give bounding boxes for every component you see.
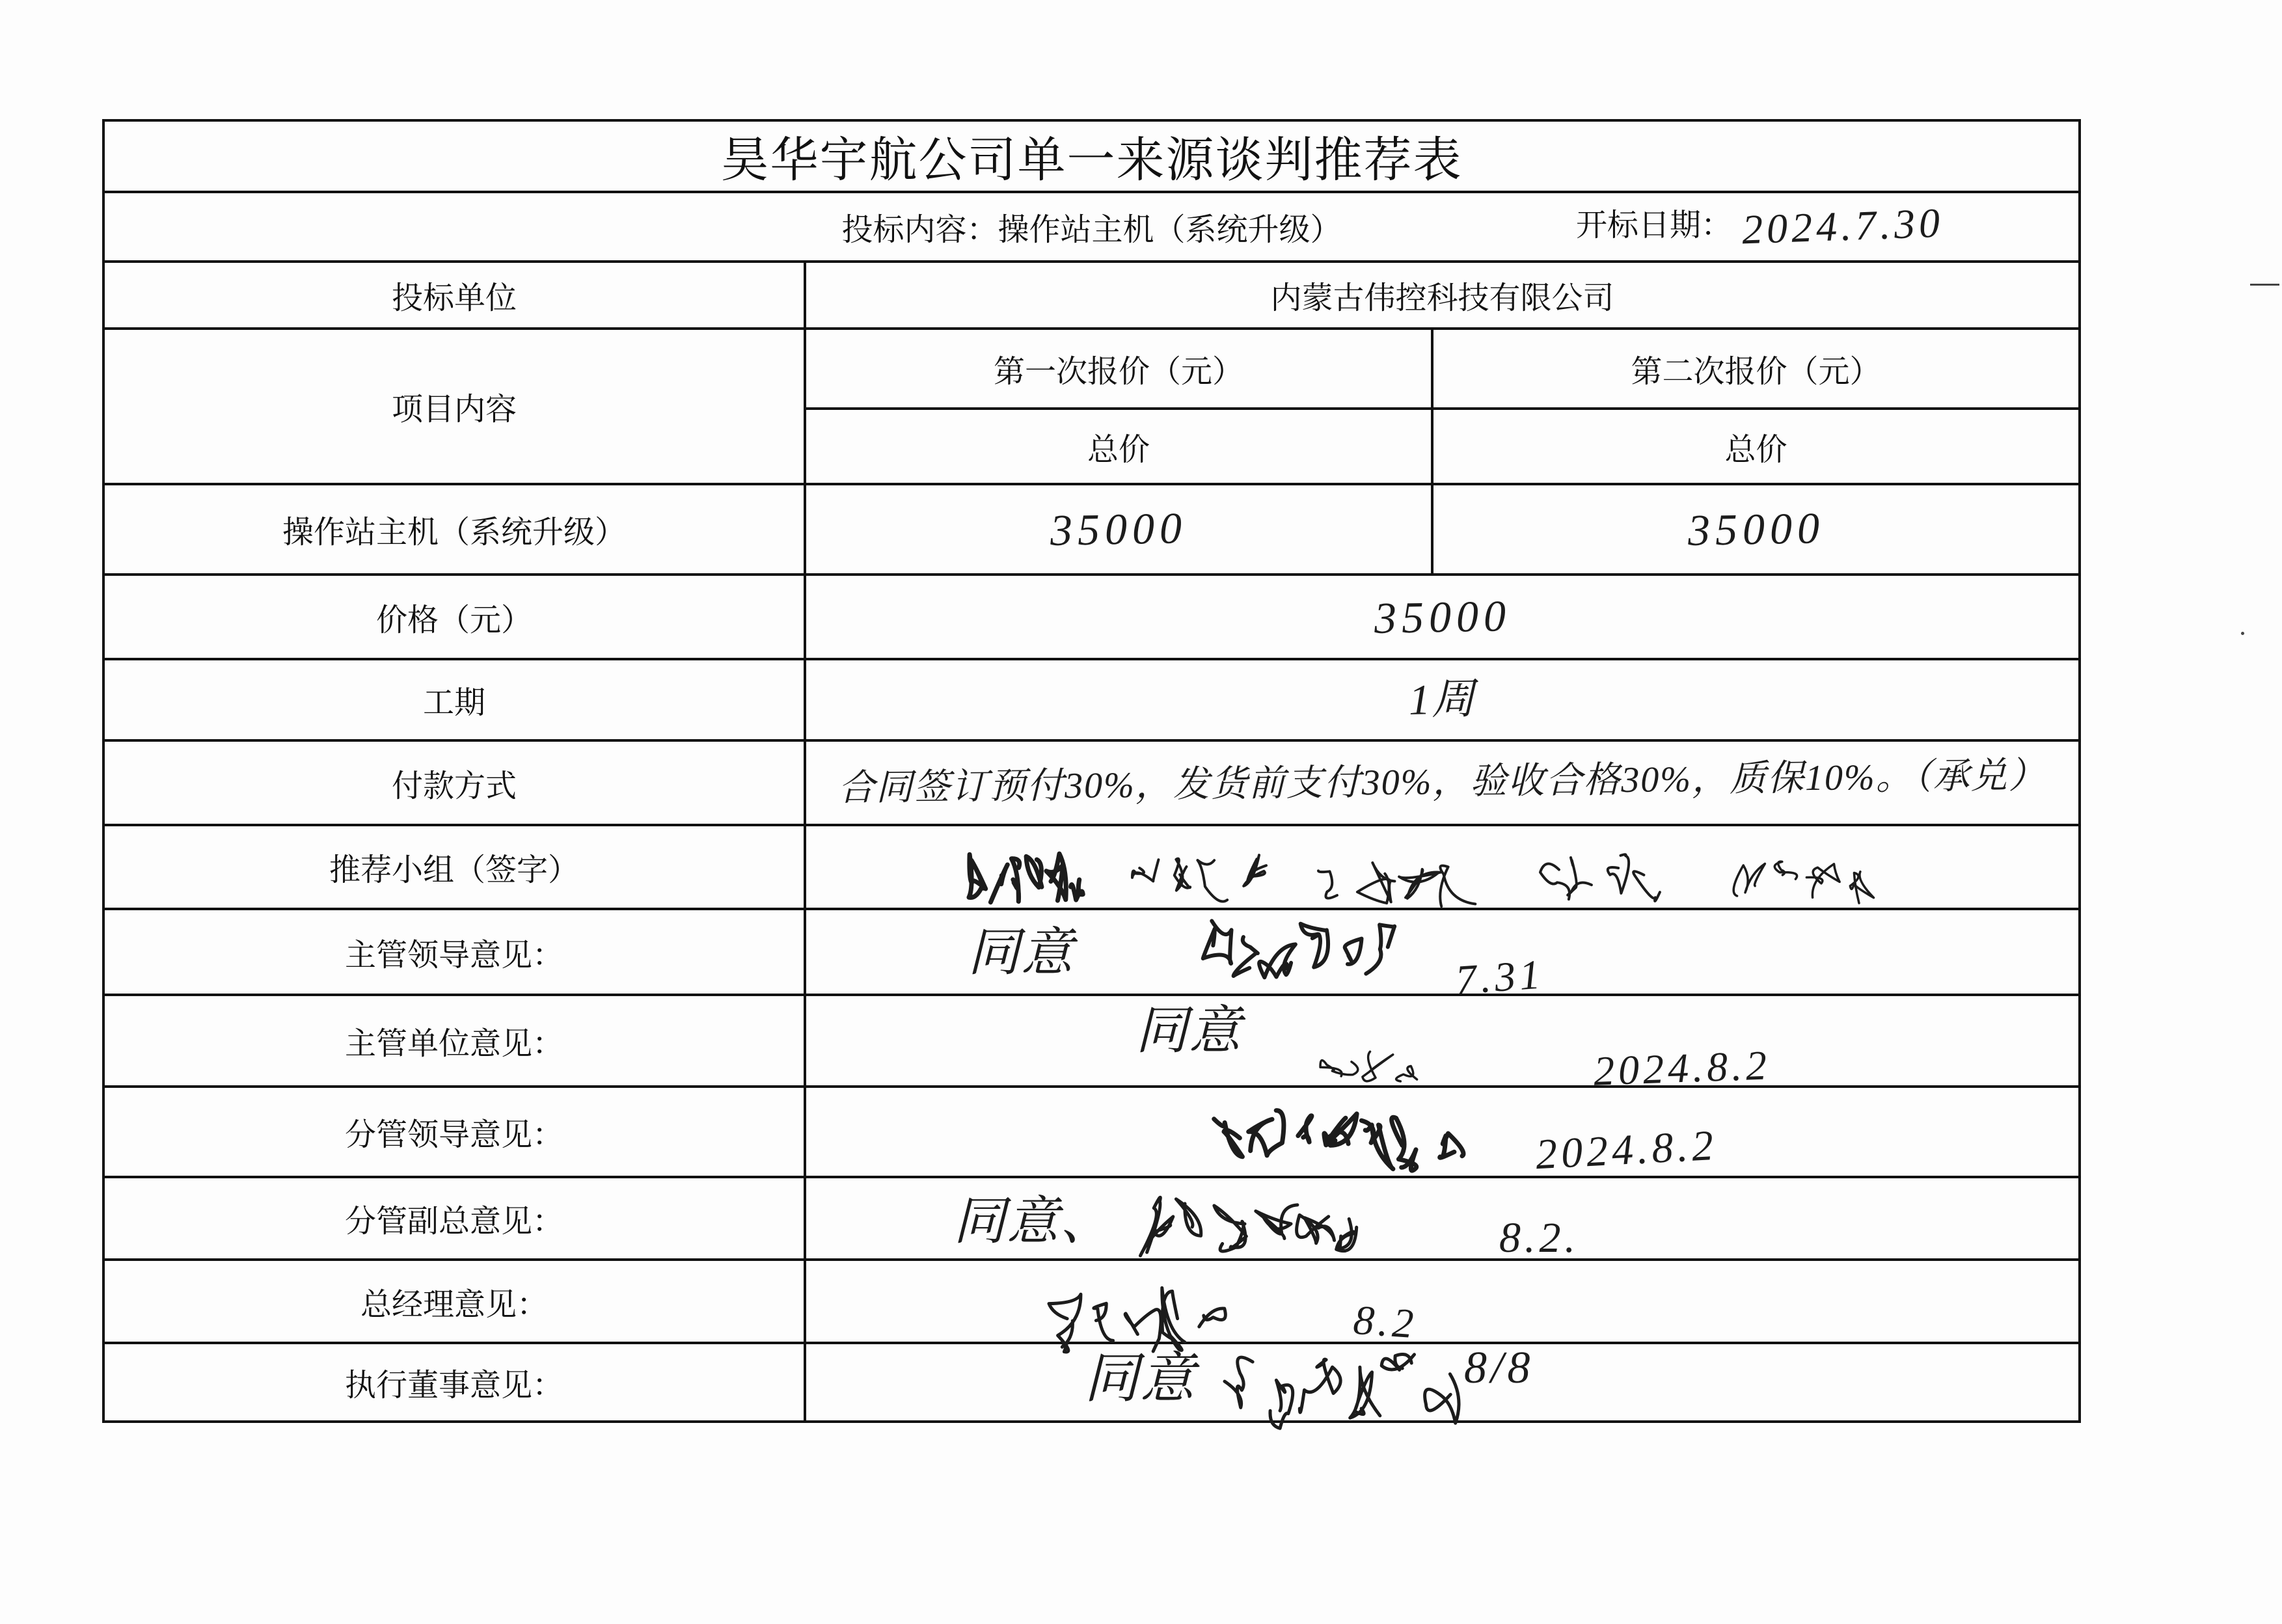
signature-stroke [1203, 921, 1394, 977]
second-total-label: 总价 [1432, 409, 2080, 484]
opinion-label-supervising-leader: 主管领导意见： [103, 909, 805, 995]
signature-division-leader [1208, 1103, 1471, 1181]
opinion-label-deputy-gm: 分管副总意见： [103, 1177, 805, 1260]
opinion-comment-supervising-leader: 同意 [968, 925, 1074, 982]
signature-supervising-leader [1201, 914, 1396, 991]
bidder-label: 投标单位 [103, 262, 805, 329]
opinion-cell-general-manager [805, 1260, 2080, 1343]
signature-deputy-gm [1135, 1185, 1376, 1267]
opinion-date-supervising-unit: 2024.8.2 [1592, 1042, 1772, 1094]
team-signature-1 [968, 846, 1085, 911]
signature-stroke [1540, 854, 1660, 901]
signature-stroke [1141, 1197, 1357, 1256]
bid-content-value: 操作站主机（系统升级） [998, 211, 1342, 248]
second-quote-cell [1432, 484, 2080, 575]
first-quote-cell [805, 484, 1432, 575]
scan-mark-dot [2241, 632, 2244, 635]
item-name: 操作站主机（系统升级） [103, 484, 805, 575]
first-quote-value: 35000 [1050, 503, 1188, 555]
opinion-date-deputy-gm: 8.2. [1499, 1214, 1579, 1262]
opinion-comment-executive-director: 同意 [1084, 1349, 1197, 1409]
signature-stroke [969, 854, 1083, 902]
signature-stroke [1214, 1111, 1463, 1171]
opinion-label-executive-director: 执行董事意见： [103, 1343, 805, 1422]
bid-content-label: 投标内容： [841, 211, 998, 248]
first-quote-header: 第一次报价（元） [805, 329, 1432, 409]
signature-stroke [1318, 863, 1475, 906]
signature-stroke [1049, 1288, 1225, 1352]
team-signature-4 [1536, 846, 1666, 911]
opinion-date-executive-director: 8/8 [1464, 1343, 1534, 1393]
period-cell [805, 659, 2080, 740]
bid-open-date-label: 开标日期： [1576, 207, 1733, 243]
signature-stroke [1320, 1051, 1417, 1081]
bid-open-date-value: 2024.7.30 [1741, 199, 1945, 253]
team-label: 推荐小组（签字） [103, 825, 805, 909]
period-label: 工期 [103, 659, 805, 740]
opinion-label-general-manager: 总经理意见： [103, 1260, 805, 1343]
opinion-date-general-manager: 8.2 [1352, 1296, 1419, 1347]
form-title: 昊华宇航公司单一来源谈判推荐表 [103, 120, 2080, 192]
team-signature-5 [1732, 858, 1878, 910]
signature-general-manager [1048, 1279, 1236, 1360]
project-label: 项目内容 [103, 329, 805, 484]
opinion-label-supervising-unit: 主管单位意见： [103, 995, 805, 1087]
signature-executive-director [1223, 1347, 1458, 1438]
team-signature-3 [1317, 852, 1483, 914]
signature-stroke [1225, 1354, 1459, 1428]
signature-stroke [1132, 855, 1266, 901]
price-value: 35000 [1373, 590, 1512, 643]
signature-stroke [1733, 861, 1873, 903]
second-quote-header: 第二次报价（元） [1432, 329, 2080, 409]
team-signature-2 [1131, 849, 1268, 908]
payment-value: 合同签订预付30%，发货前支付30%，验收合格30%，质保10%。（承兑） [837, 755, 2047, 809]
payment-cell [805, 740, 2080, 825]
opinion-cell-supervising-unit [805, 995, 2080, 1087]
price-label: 价格（元） [103, 575, 805, 659]
opinion-label-division-leader: 分管领导意见： [103, 1087, 805, 1177]
payment-label: 付款方式 [103, 740, 805, 825]
second-quote-value: 35000 [1687, 503, 1825, 555]
price-cell [805, 575, 2080, 659]
opinion-date-supervising-leader: 7.31 [1454, 951, 1546, 1003]
first-total-label: 总价 [805, 409, 1432, 484]
period-value: 1周 [1408, 675, 1476, 724]
bidder-name: 内蒙古伟控科技有限公司 [805, 262, 2080, 329]
opinion-date-division-leader: 2024.8.2 [1534, 1121, 1718, 1179]
scan-mark-line [2250, 284, 2279, 286]
signature-supervising-unit [1317, 1040, 1434, 1087]
opinion-comment-deputy-gm: 同意、 [953, 1193, 1113, 1251]
opinion-comment-supervising-unit: 同意 [1135, 1003, 1242, 1060]
